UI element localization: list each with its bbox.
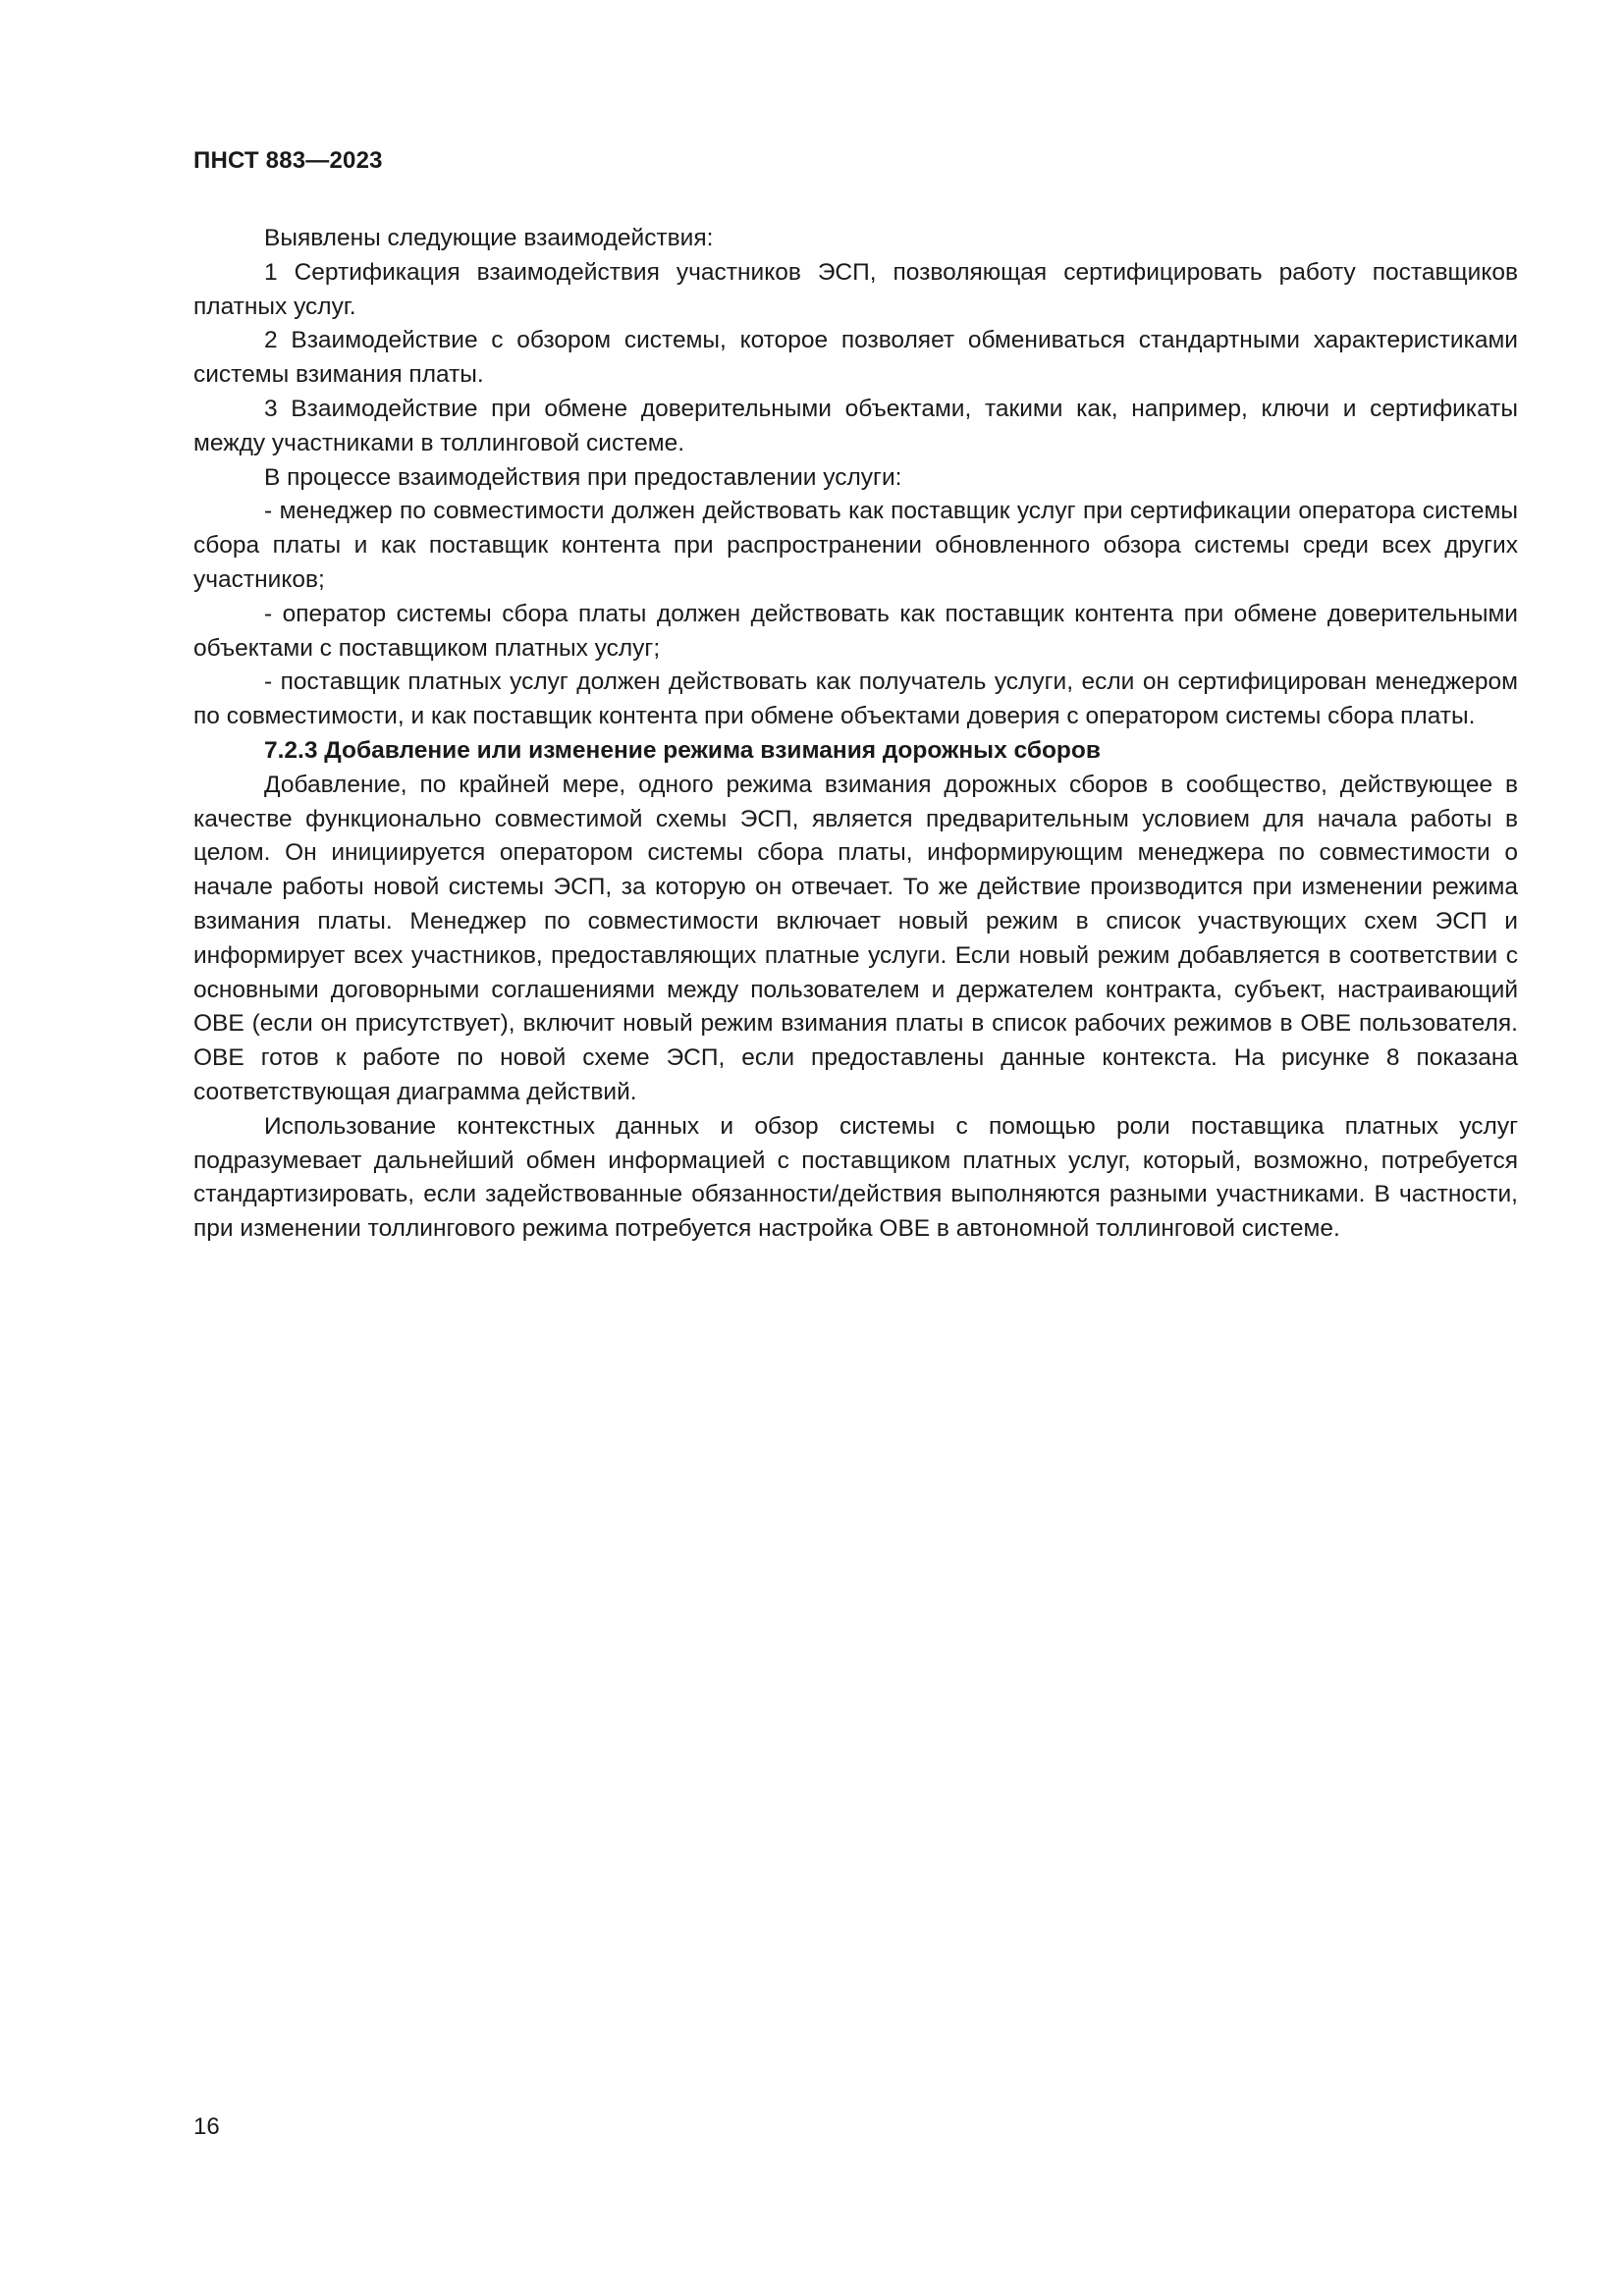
document-header-id: ПНСТ 883—2023 bbox=[193, 147, 383, 174]
section-heading: 7.2.3 Добавление или изменение режима взимания дорожных сборов bbox=[264, 736, 1101, 764]
paragraph-bullet-3: - поставщик платных услуг должен действовать как получатель услуги, если он сертифицирован менеджером по совместимости, и как поставщик контента при обмене объектами доверия с оператором системы сбора платы. bbox=[193, 668, 1518, 730]
paragraph-item-2: 2 Взаимодействие с обзором системы, которое позволяет обмениваться стандартными характеристиками системы взимания платы. bbox=[193, 327, 1518, 389]
document-body bbox=[193, 222, 1518, 1247]
section-paragraph-2: Использование контекстных данных и обзор системы с помощью роли поставщика платных услуг подразумевает дальнейший обмен информацией с поставщиком платных услуг, который, возможно, потребуется стандартизировать, если задействованные обязанности/действия выполняются разными участниками. В частности, при изменении толлингового режима потребуется настройка OBE в автономной толлинговой системе. bbox=[193, 1112, 1518, 1243]
paragraph-intro: Выявлены следующие взаимодействия: bbox=[264, 225, 714, 251]
paragraph-bullet-1: - менеджер по совместимости должен действовать как поставщик услуг при сертификации оператора системы сбора платы и как поставщик контента при распространении обновленного обзора системы среди всех других участников; bbox=[193, 498, 1518, 593]
paragraph-bullet-2: - оператор системы сбора платы должен действовать как поставщик контента при обмене доверительными объектами с поставщиком платных услуг; bbox=[193, 600, 1518, 662]
paragraph-item-1: 1 Сертификация взаимодействия участников ЭСП, позволяющая сертифицировать работу поставщиков платных услуг. bbox=[193, 258, 1518, 320]
page-number: 16 bbox=[193, 2113, 220, 2140]
paragraph-process-intro: В процессе взаимодействия при предоставлении услуги: bbox=[264, 463, 902, 491]
paragraph-item-3: 3 Взаимодействие при обмене доверительными объектами, такими как, например, ключи и сертификаты между участниками в толлинговой системе. bbox=[193, 395, 1518, 456]
section-paragraph-1: Добавление, по крайней мере, одного режима взимания дорожных сборов в сообщество, действующее в качестве функционально совместимой схемы ЭСП, является предварительным условием для начала работы в целом. Он инициируется оператором системы сбора платы, информирующим менеджера по совместимости о начале работы новой системы ЭСП, за которую он отвечает. То же действие производится при изменении режима взимания платы. Менеджер по совместимости включает новый режим в список участвующих схем ЭСП и информирует всех участников, предоставляющих платные услуги. Если новый режим добавляется в соответствии с основными договорными соглашениями между пользователем и держателем контракта, субъект, настраивающий OBE (если он присутствует), включит новый режим взимания платы в список рабочих режимов в OBE пользователя. OBE готов к работе по новой схеме ЭСП, если предоставлены данные контекста. На рисунке 8 показана соответствующая диаграмма действий. bbox=[193, 771, 1518, 1105]
